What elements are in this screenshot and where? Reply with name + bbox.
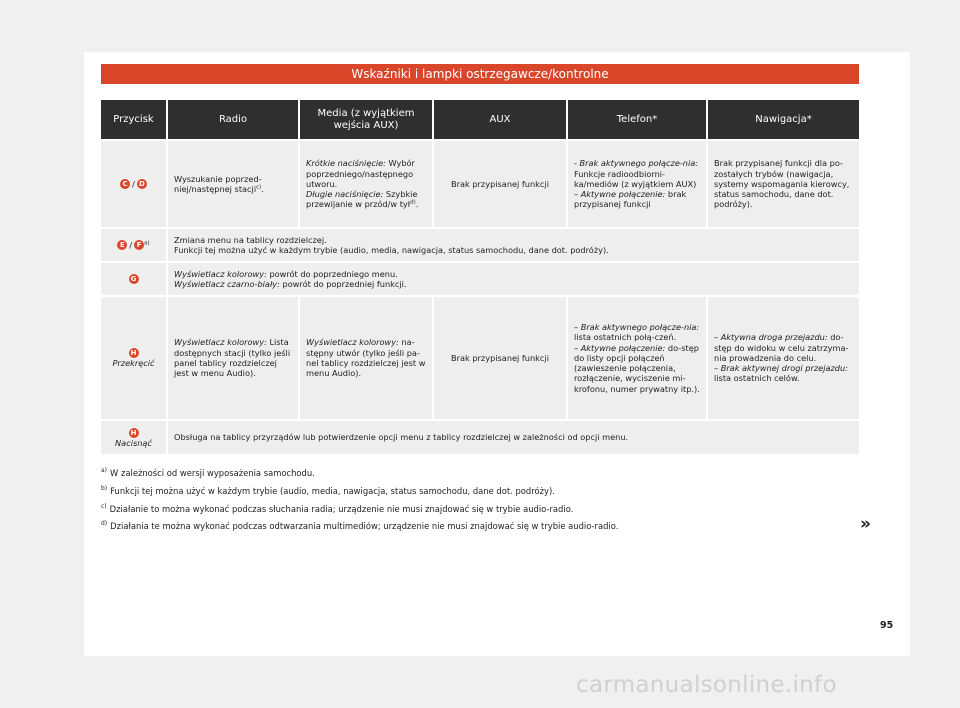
key-g-icon: G <box>129 274 139 284</box>
media-cell: Wyświetlacz kolorowy: na-stępny utwór (tylko jeśli pa-nel tablicy rozdzielczej jest w menu Audio). <box>299 296 433 420</box>
key-c-icon: C <box>120 179 130 189</box>
radio-cell: Wyświetlacz kolorowy: Lista dostępnych stacji (tylko jeśli panel tablicy rozdzielczej jest w menu Audio). <box>167 296 299 420</box>
table-header-row <box>101 100 859 140</box>
media-cell: Krótkie naciśnięcie: Wybór poprzedniego/następnego utworu. Długie naciśnięcie: Szybkie przewijanie w przód/w tył$^{d)}$. <box>299 140 433 228</box>
footnote: $^{d)}$ Działania te można wykonać podczas odtwarzania multimediów; urządzenie nie musi znajdować się w trybie audio-radio. <box>101 520 619 531</box>
key-h-icon: H <box>129 348 139 358</box>
table-row <box>101 228 859 262</box>
footnote: $^{b)}$ Funkcji tej można użyć w każdym trybie (audio, media, nawigacja, status samochodu, dane dot. podróży). <box>101 485 555 496</box>
key-h-icon: H <box>129 428 139 438</box>
table-row <box>101 140 859 228</box>
continue-arrow-icon: » <box>860 514 871 534</box>
page-number: 95 <box>880 620 894 631</box>
col-header-radio: Radio <box>167 100 299 140</box>
button-cell <box>101 420 167 454</box>
col-header-media: Media (z wyjątkiem wejścia AUX) <box>299 100 433 140</box>
button-cell <box>101 296 167 420</box>
section-header: Wskaźniki i lampki ostrzegawcze/kontrolne <box>101 64 859 84</box>
footnote: $^{a)}$ W zależności od wersji wyposażenia samochodu. <box>101 467 315 478</box>
radio-cell: Wyszukanie poprzed-niej/następnej stacji$^{c)}$. <box>167 140 299 228</box>
controls-table <box>101 100 859 454</box>
key-d-icon: D <box>137 179 147 189</box>
table-row <box>101 420 859 454</box>
aux-cell: Brak przypisanej funkcji <box>433 296 567 420</box>
description-cell: Wyświetlacz kolorowy: powrót do poprzedniego menu. Wyświetlacz czarno-biały: powrót do poprzedniej funkcji. <box>167 262 859 296</box>
description-cell: Obsługa na tablicy przyrządów lub potwierdzenie opcji menu z tablicy rozdzielczej w zależności od opcji menu. <box>167 420 859 454</box>
navigation-cell: Brak przypisanej funkcji dla po-zostałych trybów (nawigacja, systemy wspomagania kierowcy, status samochodu, dane dot. podróży). <box>707 140 859 228</box>
watermark: carmanualsonline.info <box>576 672 837 698</box>
button-cell: E / F $^{a)}$ <box>101 228 167 262</box>
aux-cell: Brak przypisanej funkcji <box>433 140 567 228</box>
action-label: Przekręcić <box>112 358 155 369</box>
key-f-icon: F <box>134 240 144 250</box>
table-row <box>101 296 859 420</box>
phone-cell: - Brak aktywnego połącze-nia: Funkcje radioodbiorni-ka/mediów (z wyjątkiem AUX) – Aktywne połączenie: brak przypisanej funkcji <box>567 140 707 228</box>
footnote: $^{c)}$ Działanie to można wykonać podczas słuchania radia; urządzenie nie musi znajdować się w trybie audio-radio. <box>101 503 574 514</box>
col-header-aux: AUX <box>433 100 567 140</box>
col-header-navigation: Nawigacja* <box>707 100 859 140</box>
table-row <box>101 262 859 296</box>
col-header-button: Przycisk <box>101 100 167 140</box>
description-cell: Zmiana menu na tablicy rozdzielczej. Funkcji tej można użyć w każdym trybie (audio, media, nawigacja, status samochodu, dane dot. podróży). <box>167 228 859 262</box>
col-header-phone: Telefon* <box>567 100 707 140</box>
button-cell: C / D <box>101 140 167 228</box>
navigation-cell: – Aktywna droga przejazdu: do-stęp do widoku w celu zatrzyma-nia prowadzenia do celu. – Brak aktywnej drogi przejazdu: lista ostatnich celów. <box>707 296 859 420</box>
action-label: Nacisnąć <box>115 437 152 448</box>
button-cell <box>101 262 167 296</box>
phone-cell: – Brak aktywnego połącze-nia: lista ostatnich połą-czeń. – Aktywne połączenie: do-stęp do listy opcji połączeń (zawieszenie połączenia, rozłączenie, wyciszenie mi-krofonu, numer prywatny itp.). <box>567 296 707 420</box>
key-e-icon: E <box>117 240 127 250</box>
